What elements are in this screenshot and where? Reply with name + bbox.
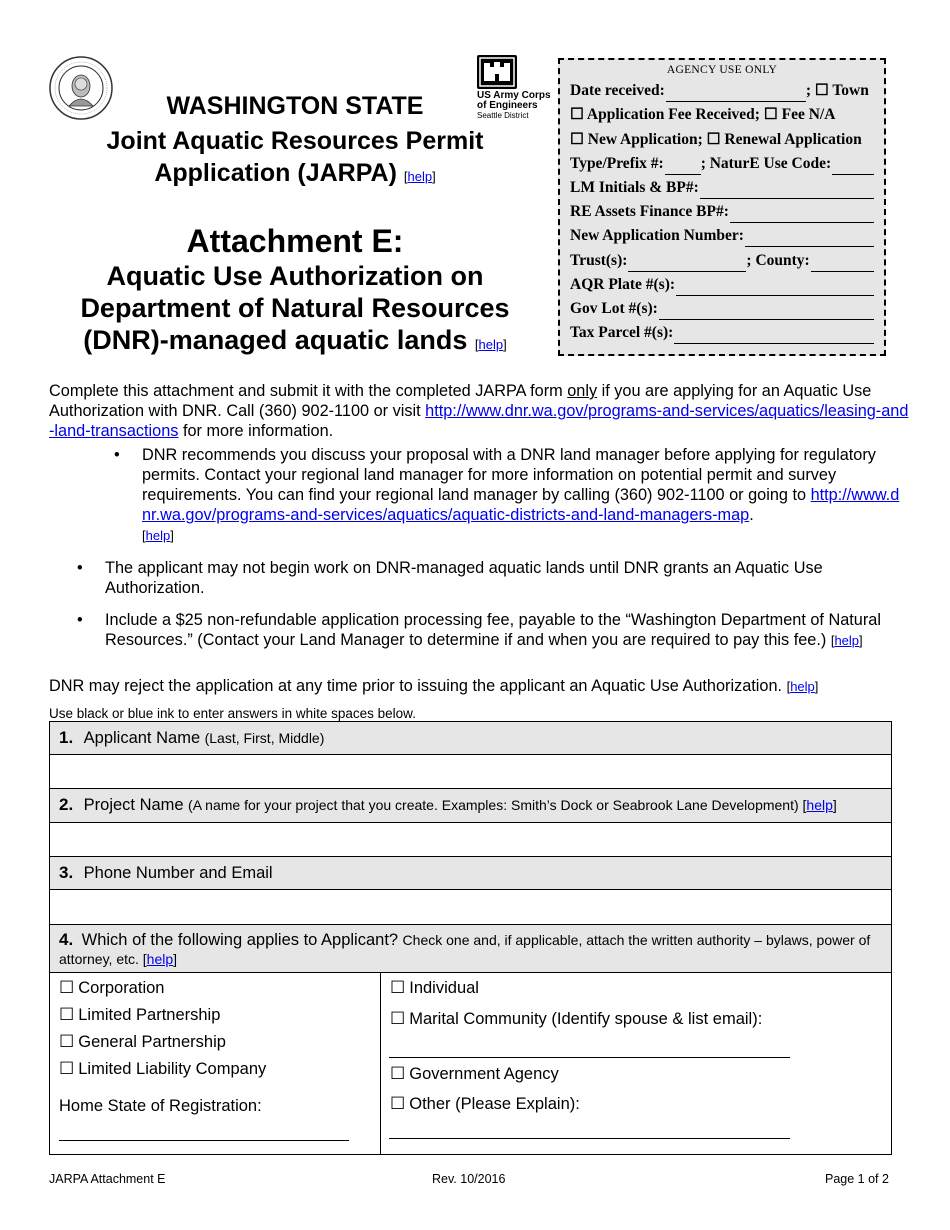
bullet-text: The applicant may not begin work on DNR-managed aquatic lands until DNR grants an Aquatic Use Authorization.	[105, 559, 823, 597]
option-label: Other (Please Explain):	[409, 1095, 580, 1113]
re-assets-field[interactable]	[730, 206, 874, 223]
question-label: Applicant Name	[83, 729, 201, 747]
land-managers-map-link[interactable]: http://www.dnr.wa.gov/programs-and-services/aquatics/aquatic-districts-and-land-managers-map	[142, 486, 900, 524]
agency-use-only-box	[558, 58, 886, 356]
corps-district: Seattle District	[477, 111, 529, 120]
date-received-field[interactable]	[666, 85, 806, 102]
fee-received-row[interactable]: ☐ Application Fee Received; ☐ Fee N/A	[570, 106, 836, 124]
attachment-sub-line3: (DNR)-managed aquatic lands	[83, 325, 468, 355]
nature-use-label: ; NaturE Use Code:	[700, 154, 832, 172]
checkbox-icon: ☐	[390, 1064, 406, 1083]
footer-revision: Rev. 10/2016	[432, 1172, 506, 1186]
lm-initials-row	[570, 175, 874, 199]
bullet-dot: •	[114, 446, 120, 464]
bullet-text: Include a $25 non-refundable application processing fee, payable to the “Washington Department of Natural Resources.” (Contact your Land Manager to determine if and when you are required to pay this fee.)	[105, 611, 881, 649]
question-label: Which of the following applies to Applicant?	[81, 931, 399, 949]
date-received-row	[570, 78, 874, 102]
phone-email-field[interactable]	[50, 890, 891, 925]
corps-name-line2: of Engineers	[477, 100, 538, 111]
marital-community-checkbox[interactable]	[390, 1009, 762, 1029]
home-state-field[interactable]	[59, 1140, 349, 1141]
help-link[interactable]: help	[145, 528, 171, 543]
question-number: 2.	[59, 795, 74, 814]
re-assets-label: RE Assets Finance BP#:	[570, 203, 729, 221]
bullet-item	[77, 558, 905, 598]
bullet-dot: •	[77, 559, 83, 577]
bullet-text: DNR recommends you discuss your proposal with a DNR land manager before applying for regulatory permits. Contact your regional land manager for more information on potential permit and survey requirements. You can find your regional land manager by calling (360) 902-1100 or going to	[142, 446, 876, 504]
town-checkbox[interactable]: ; ☐ Town	[805, 82, 869, 100]
intro-text: Complete this attachment and submit it with the completed JARPA form	[49, 382, 568, 400]
county-field[interactable]	[811, 255, 874, 272]
jarpa-title-line2: Application (JARPA)	[154, 159, 397, 187]
individual-checkbox[interactable]	[390, 978, 479, 998]
only-emphasis: only	[567, 382, 598, 400]
option-label: Marital Community (Identify spouse & list email):	[409, 1010, 763, 1028]
county-label: ; County:	[746, 251, 810, 269]
aqr-plate-row	[570, 272, 874, 296]
agency-box-title: AGENCY USE ONLY	[666, 64, 778, 76]
aqr-plate-field[interactable]	[676, 279, 874, 296]
help-link[interactable]: help	[407, 169, 433, 184]
spouse-email-field[interactable]	[389, 1057, 790, 1058]
bullet-dot: •	[77, 611, 83, 629]
jarpa-title: Joint Aquatic Resources Permit Application (JARPA) [help]	[60, 125, 530, 193]
footer-page-number: Page 1 of 2	[825, 1172, 889, 1186]
trust-field[interactable]	[628, 255, 746, 272]
applicant-form	[49, 721, 892, 1155]
option-label: Corporation	[78, 979, 165, 997]
column-divider	[380, 973, 381, 1154]
question-number: 4.	[59, 930, 74, 949]
question-hint: (A name for your project that you create. Examples: Smith’s Dock or Seabrook Lane Development) [	[188, 797, 807, 813]
bullet-item: • Include a $25 non-refundable application processing fee, payable to the “Washington Department of Natural Resources.” (Contact your Land Manager to determine if and when you are required to pay this fee.) [help]	[77, 611, 881, 649]
checkbox-icon: ☐	[390, 978, 406, 997]
type-prefix-label: Type/Prefix #:	[570, 154, 664, 172]
trust-label: Trust(s):	[570, 251, 628, 269]
option-label: Limited Liability Company	[78, 1060, 267, 1078]
option-label: General Partnership	[78, 1033, 226, 1051]
attachment-sub-line1: Aquatic Use Authorization on	[106, 261, 484, 291]
project-name-field[interactable]	[50, 823, 891, 857]
reject-text: DNR may reject the application at any time prior to issuing the applicant an Aquatic Use Authorization.	[49, 677, 787, 695]
attachment-sub-line2: Department of Natural Resources	[80, 293, 510, 323]
leasing-link[interactable]: http://www.dnr.wa.gov/programs-and-services/aquatics/leasing-and-land-transactions	[49, 402, 909, 440]
applicant-name-field[interactable]	[50, 755, 891, 789]
question-number: 1.	[59, 728, 74, 747]
castle-icon	[477, 55, 517, 89]
gov-lot-row	[570, 296, 874, 320]
tax-parcel-row	[570, 320, 874, 344]
corporation-checkbox[interactable]	[59, 978, 164, 998]
jarpa-title-line1: Joint Aquatic Resources Permit	[106, 127, 484, 155]
lm-initials-field[interactable]	[700, 182, 874, 199]
help-link[interactable]: help	[806, 797, 833, 813]
other-explain-field[interactable]	[389, 1138, 790, 1139]
checkbox-icon: ☐	[59, 1059, 75, 1078]
nature-use-field[interactable]	[832, 158, 874, 175]
question-hint: Check one and, if applicable, attach the written authority – bylaws, power of attorney, etc. [	[59, 932, 871, 967]
new-app-number-label: New Application Number:	[570, 227, 744, 245]
attachment-title: Attachment E:	[186, 223, 404, 259]
title-block	[60, 92, 530, 361]
question-3-header	[50, 857, 891, 890]
tax-parcel-field[interactable]	[674, 327, 874, 344]
reject-notice: DNR may reject the application at any time prior to issuing the applicant an Aquatic Use Authorization. [help]	[49, 677, 819, 695]
corps-name-line1: US Army Corps	[477, 90, 551, 101]
checkbox-icon: ☐	[59, 1005, 75, 1024]
new-renewal-row[interactable]: ☐ New Application; ☐ Renewal Application	[570, 130, 862, 148]
bullet-list	[49, 445, 909, 651]
checkbox-icon: ☐	[59, 1032, 75, 1051]
bullet-item: • DNR recommends you discuss your proposal with a DNR land manager before applying for regulatory permits. Contact your regional land manager for more information on potential permit and survey requirements. You can find your regional land manager by calling (360) 902-1100 or going to http://www.dnr.wa.gov/programs-and-services/aquatics/aquatic-districts-and-land-managers-map. [help]	[114, 446, 900, 543]
re-assets-row	[570, 199, 874, 223]
checkbox-icon: ☐	[390, 1009, 406, 1028]
type-prefix-row	[570, 151, 874, 175]
question-1-header	[50, 722, 891, 755]
question-number: 3.	[59, 863, 74, 882]
attachment-subtitle: Aquatic Use Authorization on Department of Natural Resources (DNR)-managed aquatic lands [help]	[60, 260, 530, 361]
option-label: Government Agency	[409, 1065, 559, 1083]
intro-paragraph	[49, 381, 909, 441]
intro-text-end: for more information.	[178, 422, 334, 440]
other-checkbox[interactable]	[390, 1094, 580, 1114]
government-agency-checkbox[interactable]	[390, 1064, 559, 1084]
option-label: Individual	[409, 979, 479, 997]
help-link[interactable]: help	[478, 337, 504, 352]
new-app-number-field[interactable]	[745, 230, 874, 247]
help-link[interactable]: help	[790, 679, 815, 694]
help-link[interactable]: help	[146, 951, 174, 967]
intro-text-cont: if you are applying for an Aquatic Use Authorization with DNR. Call (360) 902-1100 or visit	[49, 382, 872, 420]
footer-doc-name: JARPA Attachment E	[49, 1172, 166, 1186]
question-label: Phone Number and Email	[83, 864, 273, 882]
limited-partnership-checkbox[interactable]	[59, 1005, 220, 1025]
llc-checkbox[interactable]	[59, 1059, 266, 1079]
trust-county-row	[570, 247, 874, 271]
ink-instruction: Use black or blue ink to enter answers in white spaces below.	[49, 706, 416, 721]
gov-lot-field[interactable]	[659, 303, 874, 320]
home-state-label: Home State of Registration:	[59, 1097, 262, 1115]
tax-parcel-label: Tax Parcel #(s):	[570, 324, 674, 342]
date-received-label: Date received:	[570, 82, 665, 100]
type-prefix-field[interactable]	[665, 158, 701, 175]
option-label: Limited Partnership	[78, 1006, 221, 1024]
gov-lot-label: Gov Lot #(s):	[570, 299, 658, 317]
aqr-plate-label: AQR Plate #(s):	[570, 275, 676, 293]
question-4-header: 4. Which of the following applies to Applicant? Check one and, if applicable, attach the written authority – bylaws, power of attorney, etc. [help]	[50, 925, 891, 973]
question-label: Project Name	[83, 796, 184, 814]
checkbox-icon: ☐	[59, 978, 75, 997]
state-title: WASHINGTON STATE	[166, 92, 424, 120]
help-link[interactable]: help	[834, 633, 860, 648]
question-hint: (Last, First, Middle)	[204, 730, 325, 746]
general-partnership-checkbox[interactable]	[59, 1032, 226, 1052]
army-corps-logo	[477, 55, 567, 121]
question-2-header: 2. Project Name (A name for your project that you create. Examples: Smith’s Dock or Seabrook Lane Development) [help]	[50, 789, 891, 823]
lm-initials-label: LM Initials & BP#:	[570, 178, 699, 196]
checkbox-icon: ☐	[390, 1094, 406, 1113]
new-app-number-row	[570, 223, 874, 247]
